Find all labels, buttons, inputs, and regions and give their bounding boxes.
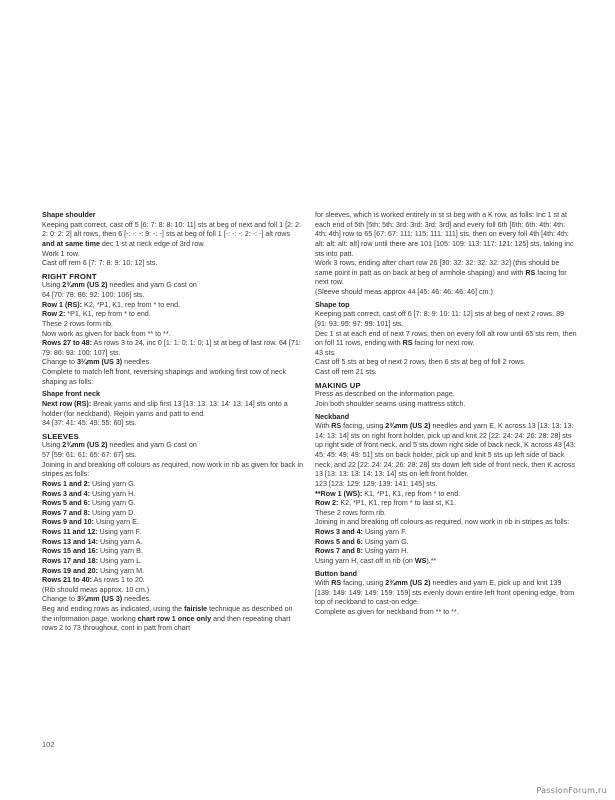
neckband-heading: Neckband xyxy=(315,412,350,421)
shape-shoulder-text: Keeping patt correct, cast off 5 [6: 7: 8: 8: 10: 11] sts at beg of next and foll 1 [2: 2: 2: 0: 2: 2] alt rows, then 6 [-: -: -: 9: -: -] sts at beg of foll 1 [-: -: -: 2: -: -] alt rows and at same time dec 1 st at neck edge of 3rd row. xyxy=(42,220,301,248)
neckband-row: Rows 7 and 8: Using yarn H. xyxy=(315,547,409,556)
shape-front-neck-sts: 34 [37: 41: 45: 49: 55: 60] sts. xyxy=(42,419,137,428)
sleeves-row: Rows 5 and 6: Using yarn G. xyxy=(42,499,136,508)
making-up-press: Press as described on the information page. xyxy=(315,390,455,399)
neckband-row1: **Row 1 (WS): K1, *P1, K1, rep from * to end. xyxy=(315,489,461,498)
right-column xyxy=(315,211,577,618)
button-band-complete: Complete as given for neckband from ** to **. xyxy=(315,608,459,616)
sleeves-cont-work: Work 3 rows, ending after chart row 26 [30: 32: 32: 32: 32: 32] (this should be same point in patt as on back at beg of armhole shaping) and with RS facing for next row. xyxy=(315,259,567,287)
sleeves-row: Rows 13 and 14: Using yarn A. xyxy=(42,537,143,546)
button-band-heading: Button band xyxy=(315,569,358,578)
neckband-castoff: Using yarn H, cast off in rib (on WS).** xyxy=(315,556,437,565)
sleeves-row: Rows 3 and 4: Using yarn H. xyxy=(42,489,136,498)
shape-shoulder-work: Work 1 row. xyxy=(42,249,80,258)
neckband-pickup: With RS facing, using 2¾mm (US 2) needles and yarn E, K across 13 [13: 13: 13: 14: 13: 14] sts on right front holder, pick up and knit 22 [22: 24: 24: 26: 28: 28] sts up right side of front neck, and 5 sts down right side of back neck, K across 43 [43: 45: 45: 49: 49: 51] sts on back holder, pick up and knit 5 sts up left side of back neck, and 22 [22: 24: 24: 26: 28: 28] sts down left side of front neck, then K across 13 [13: 13: 13: 14: 13: 14] sts on left front holder. xyxy=(315,422,576,479)
sleeves-row: Rows 1 and 2: Using yarn G. xyxy=(42,479,136,488)
sleeves-needles: Using 2¾mm (US 2) needles and yarn G cast on xyxy=(42,441,197,450)
neckband-joining: Joining in and breaking off colours as required, now work in rib in stripes as folls: xyxy=(315,518,570,527)
sleeves-change: Change to 3¼mm (US 3) needles. xyxy=(42,595,152,604)
sleeves-row: Rows 9 and 10: Using yarn E. xyxy=(42,518,139,527)
neckband-row2: Row 2: K2, *P1, K1, rep from * to last st, K1. xyxy=(315,499,456,508)
shape-shoulder-castoff: Cast off rem 6 [7: 7: 8: 9: 10: 12] sts. xyxy=(42,259,158,268)
sleeves-cont-text: for sleeves, which is worked entirely in st st beg with a K row, as folls: Inc 1 st at each end of 5th [5th: 5th: 3rd: 3rd: 3rd: 3rd] and every foll 6th [6th: 6th: 4th: 4th: 4th: 4th] row to 65 [67: 67: 111: 115: 111: 111] sts, then on every foll 4th [4th: 4th: alt: alt: alt: alt] row until there are 101 [105: 109: 113: 117: 121: 125] sts, taking inc sts into patt. xyxy=(315,211,574,258)
right-front-change: Change to 3¼mm (US 3) needles. xyxy=(42,358,152,367)
sleeves-cont-meas: (Sleeve should meas approx 44 [45: 46: 46: 46: 46] cm.) xyxy=(315,288,493,296)
page-number: 102 xyxy=(42,740,55,749)
button-band-pickup: With RS facing, using 2¾mm (US 2) needles and yarn E, pick up and knit 139 [139: 149: 149: 149: 159: 159] sts evenly down entire left front opening edge, from top of neckband to cast-on edge. xyxy=(315,579,575,607)
right-front-row2: Row 2: *P1, K1, rep from * to end. xyxy=(42,310,151,319)
making-up-join: Join both shoulder seams using mattress stitch. xyxy=(315,399,466,408)
right-front-caston: 64 [70: 78: 86: 92: 100: 106] sts. xyxy=(42,291,145,299)
neckband-rib: These 2 rows form rib. xyxy=(315,508,387,517)
watermark: PassionForum.ru xyxy=(536,786,607,795)
shape-top-dec: Dec 1 st at each end of next 7 rows, then on every foll alt row until 65 sts rem, then on foll 11 rows, ending with RS facing for next row. xyxy=(315,329,577,348)
right-front-rows27: Rows 27 to 48: As rows 3 to 24, inc 0 [1: 1: 0: 1: 0: 1] st at beg of last row. 64 [71: 79: 86: 93: 100: 107] sts. xyxy=(42,339,301,357)
sleeves-row: Rows 19 and 20: Using yarn M. xyxy=(42,566,144,575)
right-front-needles: Using 2¾mm (US 2) needles and yarn G cast on xyxy=(42,281,197,290)
right-front-row1: Row 1 (RS): K2, *P1, K1, rep from * to end. xyxy=(42,300,181,309)
shape-shoulder-heading: Shape shoulder xyxy=(42,211,96,219)
shape-top-heading: Shape top xyxy=(315,300,350,309)
sleeves-row: Rows 7 and 8: Using yarn D. xyxy=(42,508,136,517)
sleeves-caston: 57 [59: 61: 61: 65: 67: 67] sts. xyxy=(42,451,137,459)
sleeves-row: Rows 17 and 18: Using yarn L. xyxy=(42,556,143,565)
shape-front-neck-text: Next row (RS): Break yarns and slip first 13 [13: 13: 13: 14: 13: 14] sts onto a holder (for neckband). Rejoin yarns and patt to end. xyxy=(42,399,288,418)
making-up-heading: MAKING UP xyxy=(315,380,361,390)
shape-top-rem: Cast off rem 21 sts. xyxy=(315,368,377,376)
left-column xyxy=(42,211,304,634)
sleeves-row: Rows 15 and 16: Using yarn B. xyxy=(42,547,143,556)
neckband-sts: 123 [123: 129: 129: 139: 141: 145] sts. xyxy=(315,479,438,488)
shape-top-castoff2: Cast off 5 sts at beg of next 2 rows, then 6 sts at beg of foll 2 rows. xyxy=(315,358,526,367)
sleeves-joining: Joining in and breaking off colours as required, now work in rib as given for back in stripes as folls: xyxy=(42,460,304,479)
shape-front-neck-heading: Shape front neck xyxy=(42,390,100,399)
right-front-heading: RIGHT FRONT xyxy=(42,271,97,281)
right-front-work: Now work as given for back from ** to **. xyxy=(42,329,171,338)
neckband-row: Rows 3 and 4: Using yarn F. xyxy=(315,528,407,536)
right-front-complete: Complete to match left front, reversing shapings and working first row of neck shaping as folls: xyxy=(42,368,287,386)
sleeves-rib-meas: (Rib should meas approx. 10 cm.) xyxy=(42,585,150,594)
shape-top-castoff: Keeping patt correct, cast off 6 [7: 8: 9: 10: 11: 12] sts at beg of next 2 rows. 89 [91: 93: 95: 97: 99: 101] sts. xyxy=(315,310,565,328)
sleeves-chart: Beg and ending rows as indicated, using the fairisle technique as described on the information page, working chart row 1 once only and then repeating chart rows 2 to 73 throughout, cont in patt from chart xyxy=(42,605,293,633)
sleeves-row: Rows 11 and 12: Using yarn F. xyxy=(42,528,142,536)
sleeves-heading: SLEEVES xyxy=(42,431,79,441)
sleeves-row: Rows 21 to 40: As rows 1 to 20. xyxy=(42,576,145,585)
right-front-rib: These 2 rows form rib. xyxy=(42,319,114,328)
shape-top-sts: 43 sts. xyxy=(315,348,337,357)
neckband-row: Rows 5 and 6: Using yarn G. xyxy=(315,537,409,546)
